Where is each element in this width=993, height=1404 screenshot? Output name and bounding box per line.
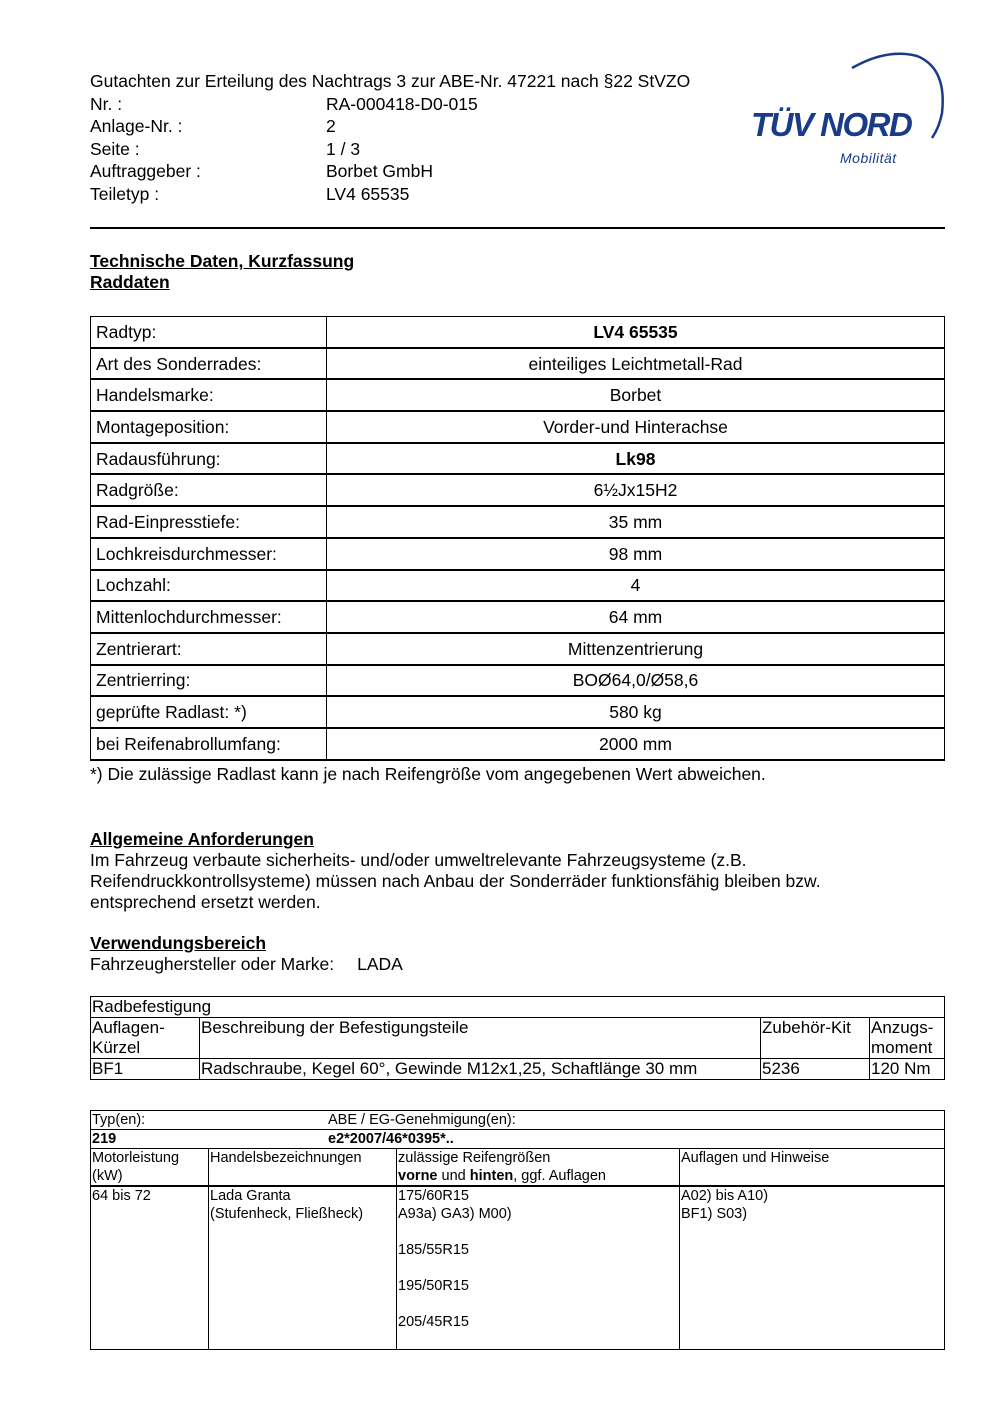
table-row (91, 602, 945, 634)
raddaten-value: einteiliges Leichtmetall-Rad (327, 348, 945, 380)
raddaten-value: 2000 mm (327, 728, 945, 760)
typen-table (90, 1110, 945, 1350)
bf-kit: 5236 (761, 1059, 870, 1080)
raddaten-label: bei Reifenabrollumfang: (91, 728, 327, 760)
hersteller-value: LADA (357, 954, 403, 974)
radlast-footnote: *) Die zulässige Radlast kann je nach Reifengröße vom angegebenen Wert abweichen. (90, 764, 766, 784)
hersteller-line: Fahrzeughersteller oder Marke: LADA (90, 954, 403, 974)
verwendung-heading: Verwendungsbereich (90, 933, 267, 953)
raddaten-label: Zentrierring: (91, 665, 327, 697)
raddaten-label: Rad-Einpresstiefe: (91, 507, 327, 539)
handel-value: Lada Granta (Stufenheck, Fließheck) (209, 1186, 397, 1350)
svg-text:TÜV NORD: TÜV NORD (751, 106, 912, 143)
col-anzugsmoment: Anzugs-moment (870, 1018, 945, 1059)
raddaten-label: Art des Sonderrades: (91, 348, 327, 380)
reifen-value: 175/60R15 A93a) GA3) M00) 185/55R15 195/50R15 205/45R15 (397, 1186, 680, 1350)
raddaten-label: Lochzahl: (91, 570, 327, 602)
raddaten-label: Lochkreisdurchmesser: (91, 538, 327, 570)
raddaten-label: geprüfte Radlast: *) (91, 697, 327, 729)
tech-heading: Technische Daten, Kurzfassung (90, 251, 355, 271)
table-row (91, 348, 945, 380)
radbefestigung-title: Radbefestigung (91, 997, 945, 1018)
header-row-auftraggeber: Auftraggeber : Borbet GmbH (90, 161, 433, 181)
table-row (91, 380, 945, 412)
allgemeine-line: Im Fahrzeug verbaute sicherheits- und/oder umweltrelevante Fahrzeugsysteme (z.B. (90, 850, 747, 870)
allgemeine-heading: Allgemeine Anforderungen (90, 829, 314, 849)
bf-moment: 120 Nm (870, 1059, 945, 1080)
col-auflagen-hinweise: Auflagen und Hinweise (680, 1149, 945, 1187)
bf-code: BF1 (91, 1059, 200, 1080)
table-row (91, 475, 945, 507)
table-row (91, 412, 945, 444)
header-row-teiletyp: Teiletyp : LV4 65535 (90, 183, 410, 204)
header-rule (90, 227, 945, 229)
raddaten-label: Montageposition: (91, 412, 327, 444)
typ-label-row: Typ(en): ABE / EG-Genehmigung(en): (91, 1111, 945, 1130)
header-row-seite: Seite : 1 / 3 (90, 138, 361, 159)
raddaten-value: BOØ64,0/Ø58,6 (327, 665, 945, 697)
table-row (91, 665, 945, 697)
raddaten-value: 64 mm (327, 602, 945, 634)
raddaten-value: 6½Jx15H2 (327, 475, 945, 507)
raddaten-table (90, 316, 945, 761)
col-auflagen-kuerzel: Auflagen-Kürzel (91, 1018, 200, 1059)
table-row (91, 317, 945, 349)
raddaten-value: 35 mm (327, 507, 945, 539)
table-row (91, 538, 945, 570)
col-zubehoer-kit: Zubehör-Kit (761, 1018, 870, 1059)
document-header (90, 70, 690, 205)
report-title: Gutachten zur Erteilung des Nachtrags 3 zur ABE-Nr. 47221 nach §22 StVZO (90, 71, 691, 91)
auflagen-value: A02) bis A10) BF1) S03) (680, 1186, 945, 1350)
col-reifengroessen: zulässige Reifengrößen vorne und hinten, ggf. Auflagen (397, 1149, 680, 1187)
col-motorleistung: Motorleistung (kW) (91, 1149, 209, 1187)
table-row (91, 570, 945, 602)
allgemeine-line: Reifendruckkontrollsysteme) müssen nach Anbau der Sonderräder funktionsfähig bleiben bzw. (90, 871, 821, 891)
table-row (91, 1059, 945, 1080)
header-row-anlage: Anlage-Nr. : 2 (90, 116, 336, 136)
table-row (91, 443, 945, 475)
raddaten-value: Vorder-und Hinterachse (327, 412, 945, 444)
raddaten-value: LV4 65535 (327, 317, 945, 349)
raddaten-value: 580 kg (327, 697, 945, 729)
tech-section-heading (90, 251, 354, 293)
raddaten-heading: Raddaten (90, 272, 170, 292)
raddaten-label: Radgröße: (91, 475, 327, 507)
col-handelsbezeichnungen: Handelsbezeichnungen (209, 1149, 397, 1187)
table-row (91, 1186, 945, 1350)
svg-text:Mobilität: Mobilität (840, 150, 897, 166)
col-beschreibung: Beschreibung der Befestigungsteile (200, 1018, 761, 1059)
bf-desc: Radschraube, Kegel 60°, Gewinde M12x1,25, Schaftlänge 30 mm (200, 1059, 761, 1080)
table-row (91, 633, 945, 665)
raddaten-value: 4 (327, 570, 945, 602)
raddaten-value: Lk98 (327, 443, 945, 475)
raddaten-label: Handelsmarke: (91, 380, 327, 412)
radbefestigung-table (90, 996, 945, 1080)
tuev-nord-logo (747, 48, 947, 168)
raddaten-value: 98 mm (327, 538, 945, 570)
raddaten-value: Mittenzentrierung (327, 633, 945, 665)
motor-value: 64 bis 72 (91, 1186, 209, 1350)
table-row (91, 507, 945, 539)
header-row-nr: Nr. : RA-000418-D0-015 (90, 93, 478, 114)
raddaten-label: Radausführung: (91, 443, 327, 475)
verwendung-section (90, 933, 403, 975)
raddaten-value: Borbet (327, 380, 945, 412)
allgemeine-line: entsprechend ersetzt werden. (90, 892, 321, 912)
raddaten-label: Zentrierart: (91, 633, 327, 665)
typ-value-row: 219 e2*2007/46*0395*.. (91, 1130, 945, 1149)
table-row (91, 728, 945, 760)
raddaten-label: Radtyp: (91, 317, 327, 349)
raddaten-label: Mittenlochdurchmesser: (91, 602, 327, 634)
allgemeine-section (90, 829, 821, 913)
table-row (91, 697, 945, 729)
